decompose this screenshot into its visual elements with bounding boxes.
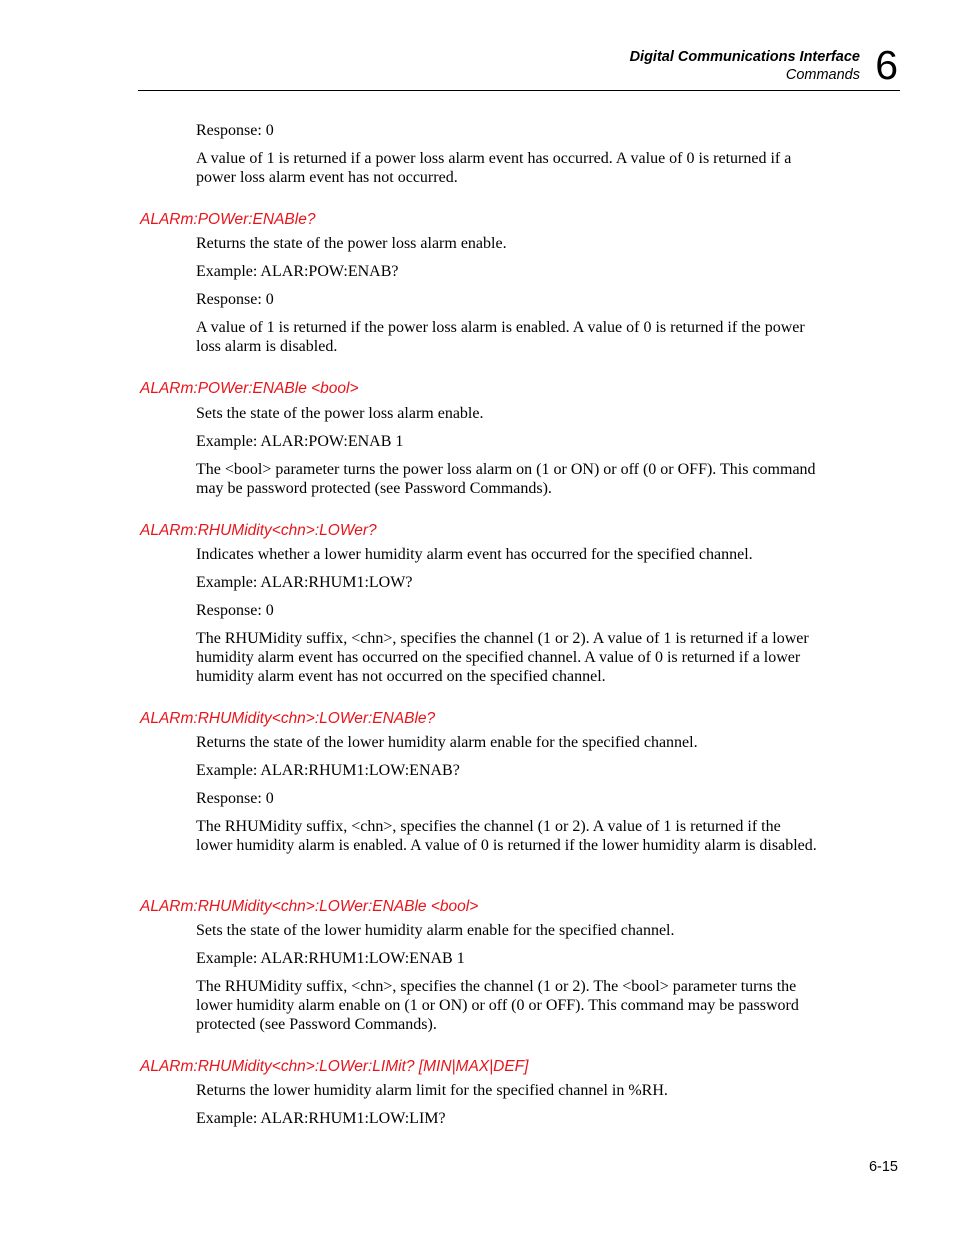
command-example: Example: ALAR:RHUM1:LOW:LIM? — [196, 1110, 446, 1127]
command-heading: ALARm:RHUMidity<chn>:LOWer:ENABle? — [140, 710, 436, 727]
command-heading: ALARm:POWer:ENABle <bool> — [140, 380, 359, 397]
command-example: Example: ALAR:RHUM1:LOW? — [196, 574, 413, 591]
header-text — [630, 48, 860, 84]
command-example: Example: ALAR:POW:ENAB? — [196, 263, 399, 280]
page-number: 6-15 — [868, 1159, 898, 1175]
command-response: Response: 0 — [196, 602, 274, 619]
command-heading: ALARm:RHUMidity<chn>:LOWer:LIMit? [MIN|MAX|DEF] — [140, 1058, 529, 1075]
chapter-number: 6 — [875, 42, 898, 88]
command-heading: ALARm:POWer:ENABle? — [140, 211, 316, 228]
command-notes: The RHUMidity suffix, <chn>, specifies the channel (1 or 2). A value of 1 is returned if a lower humidity alarm event has occurred on the specified channel. A value of 0 is returned if a lower humidity alarm event has not occurred on the specified channel. — [196, 630, 809, 685]
page-header — [138, 44, 900, 91]
header-title: Digital Communications Interface — [629, 49, 860, 65]
command-example: Example: ALAR:RHUM1:LOW:ENAB? — [196, 762, 460, 779]
command-heading: ALARm:RHUMidity<chn>:LOWer:ENABle <bool> — [140, 898, 479, 915]
command-notes: The RHUMidity suffix, <chn>, specifies the channel (1 or 2). A value of 1 is returned if the lower humidity alarm is enabled. A value of 0 is returned if the lower humidity alarm is disabled. — [196, 818, 817, 854]
command-description: Returns the lower humidity alarm limit for the specified channel in %RH. — [196, 1082, 668, 1099]
command-response: Response: 0 — [196, 790, 274, 807]
intro-response: Response: 0 — [196, 122, 274, 139]
command-notes: The RHUMidity suffix, <chn>, specifies the channel (1 or 2). The <bool> parameter turns the lower humidity alarm enable on (1 or ON) or off (0 or OFF). This command may be password protected (see Password Commands). — [196, 978, 799, 1033]
command-heading: ALARm:RHUMidity<chn>:LOWer? — [140, 522, 377, 539]
command-notes: The <bool> parameter turns the power loss alarm on (1 or ON) or off (0 or OFF). This command may be password protected (see Password Commands). — [196, 461, 816, 497]
command-description: Sets the state of the lower humidity alarm enable for the specified channel. — [196, 922, 675, 939]
command-example: Example: ALAR:RHUM1:LOW:ENAB 1 — [196, 950, 465, 967]
command-response: Response: 0 — [196, 291, 274, 308]
header-subtitle: Commands — [785, 67, 860, 83]
intro-description: A value of 1 is returned if a power loss alarm event has occurred. A value of 0 is returned if a power loss alarm event has not occurred. — [196, 150, 792, 186]
command-description: Returns the state of the power loss alarm enable. — [196, 235, 507, 252]
command-description: Indicates whether a lower humidity alarm event has occurred for the specified channel. — [196, 546, 753, 563]
command-example: Example: ALAR:POW:ENAB 1 — [196, 433, 404, 450]
command-notes: A value of 1 is returned if the power loss alarm is enabled. A value of 0 is returned if the power loss alarm is disabled. — [196, 319, 805, 355]
command-description: Returns the state of the lower humidity alarm enable for the specified channel. — [196, 734, 698, 751]
command-description: Sets the state of the power loss alarm enable. — [196, 405, 484, 422]
